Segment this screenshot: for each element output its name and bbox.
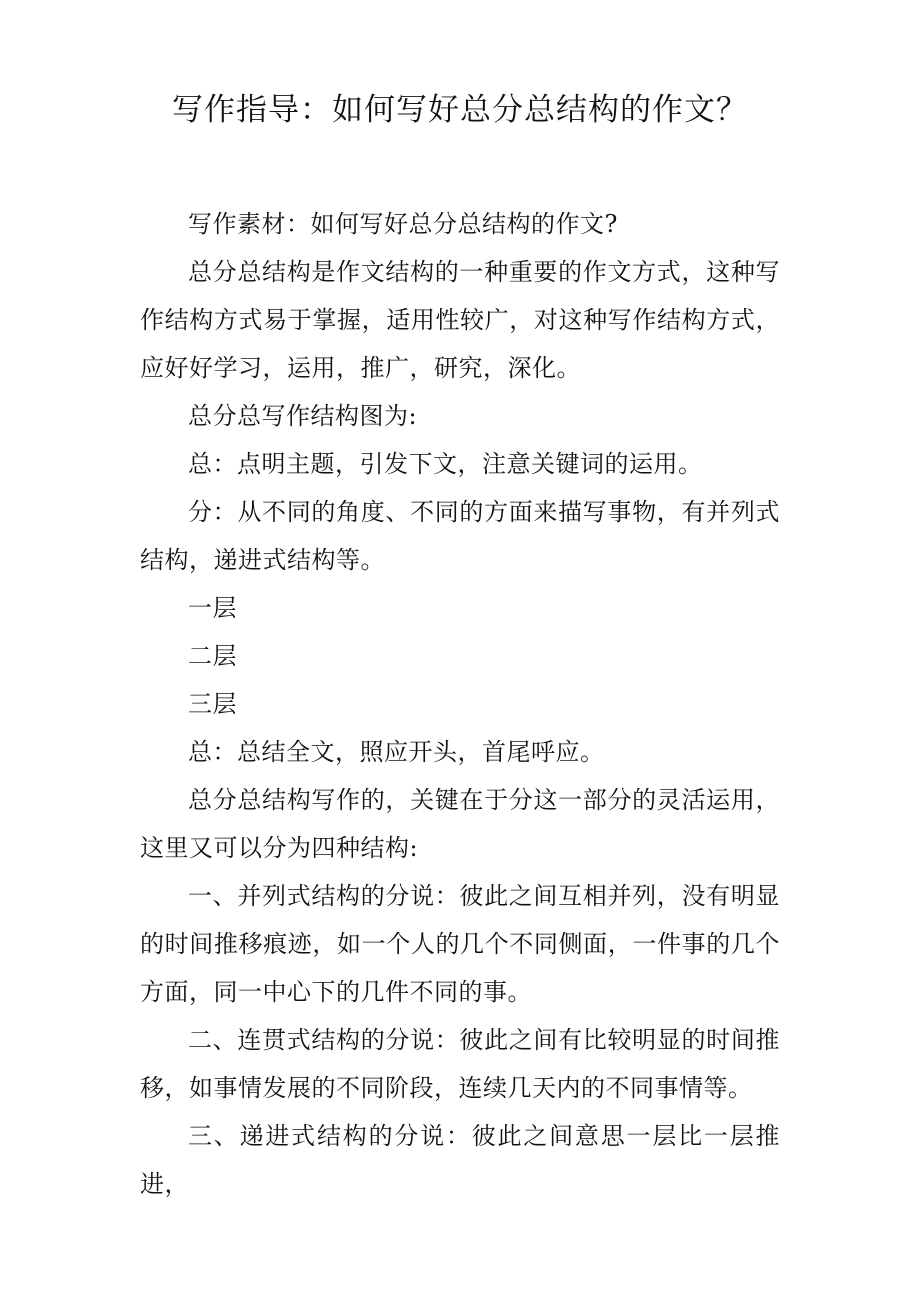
paragraph-layer-three: 三层 xyxy=(188,690,237,718)
paragraph-layer-one: 一层 xyxy=(188,594,237,622)
paragraph-parallel-structure: 一、并列式结构的分说：彼此之间互相并列，没有明显的时间推移痕迹，如一个人的几个不同侧面，一件事的几个方面，同一中心下的几件不同的事。 xyxy=(140,882,780,1006)
paragraph-progressive-structure: 三、递进式结构的分说：彼此之间意思一层比一层推进， xyxy=(140,1122,780,1198)
paragraph-material: 写作素材：如何写好总分总结构的作文? xyxy=(188,210,618,238)
document-body xyxy=(140,200,780,1208)
paragraph-opening-summary: 总：点明主题，引发下文，注意关键词的运用。 xyxy=(188,450,703,478)
paragraph-body-section: 分：从不同的角度、不同的方面来描写事物，有并列式结构，递进式结构等。 xyxy=(140,498,780,574)
paragraph-key-point: 总分总结构写作的，关键在于分这一部分的灵活运用，这里又可以分为四种结构: xyxy=(140,786,780,862)
paragraph-layer-two: 二层 xyxy=(188,642,237,670)
paragraph-closing-summary: 总：总结全文，照应开头，首尾呼应。 xyxy=(188,738,605,766)
paragraph-coherent-structure: 二、连贯式结构的分说：彼此之间有比较明显的时间推移，如事情发展的不同阶段，连续几天内的不同事情等。 xyxy=(140,1026,780,1102)
paragraph-intro: 总分总结构是作文结构的一种重要的作文方式，这种写作结构方式易于掌握，适用性较广，对这种写作结构方式，应好好学习，运用，推广，研究，深化。 xyxy=(140,258,780,382)
document-title: 写作指导：如何写好总分总结构的作文？ xyxy=(172,92,748,128)
paragraph-diagram-heading: 总分总写作结构图为: xyxy=(188,402,418,430)
